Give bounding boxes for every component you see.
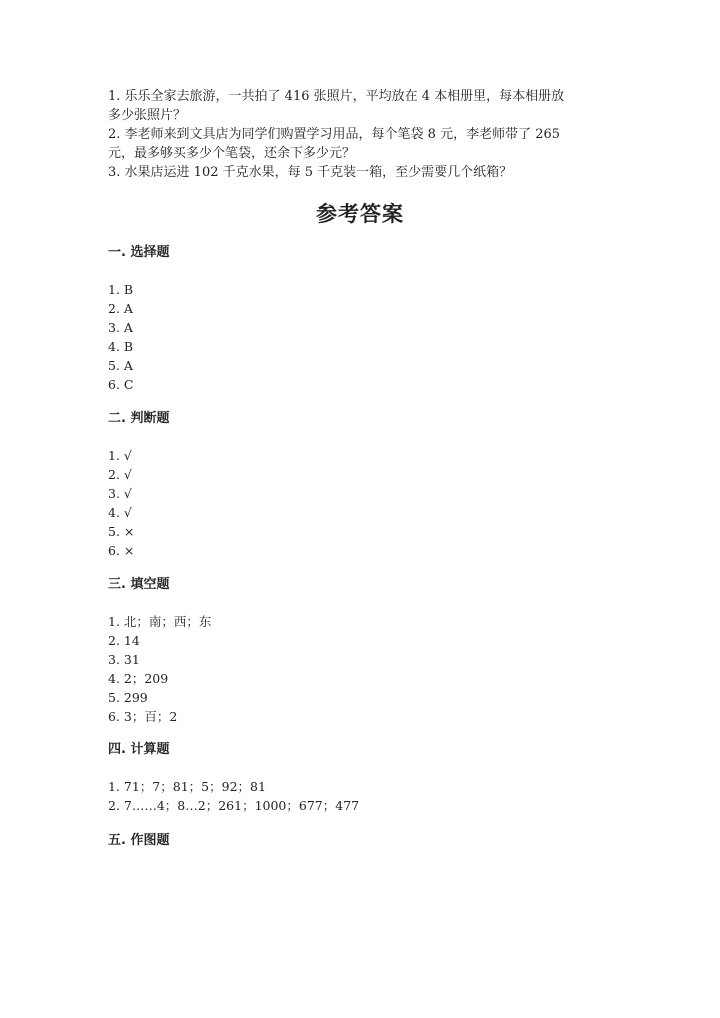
answer-item: 2. 14 <box>108 633 140 648</box>
section-heading: 一. 选择题 <box>108 245 170 260</box>
answer-item: 5. × <box>108 524 135 539</box>
section-heading: 二. 判断题 <box>108 411 170 426</box>
answer-item: 3. √ <box>108 486 132 501</box>
section-fill-in-blank <box>108 576 608 726</box>
answer-item: 5. A <box>108 358 133 373</box>
answer-item: 5. 299 <box>108 690 148 705</box>
section-drawing <box>108 832 608 850</box>
problem-text-line: 3. 水果店运进 102 千克水果，每 5 千克装一箱，至少需要几个纸箱？ <box>108 165 513 180</box>
answer-item: 1. √ <box>108 448 132 463</box>
answer-item: 2. √ <box>108 467 132 482</box>
answer-item: 3. 31 <box>108 652 140 667</box>
problem-text-line: 元，最多够买多少个笔袋，还余下多少元？ <box>108 146 356 161</box>
section-heading: 三. 填空题 <box>108 577 170 592</box>
problem-text-line: 2. 李老师来到文具店为同学们购置学习用品，每个笔袋 8 元，李老师带了 265 <box>108 127 561 142</box>
section-multiple-choice <box>108 244 608 394</box>
answer-item: 6. 3；百；2 <box>108 709 178 724</box>
answer-item: 1. 北；南；西；东 <box>108 614 212 629</box>
answer-item: 6. C <box>108 377 134 392</box>
word-problems <box>108 87 618 182</box>
answer-list <box>108 777 608 815</box>
section-heading: 四. 计算题 <box>108 742 170 757</box>
answer-list <box>108 280 608 394</box>
problem-text-line: 1. 乐乐全家去旅游，一共拍了 416 张照片，平均放在 4 本相册里，每本相册放 <box>108 89 565 104</box>
answer-list <box>108 612 608 726</box>
section-true-false <box>108 410 608 560</box>
answer-key-title: 参考答案 <box>316 202 404 226</box>
answer-item: 6. × <box>108 543 135 558</box>
answer-item: 3. A <box>108 320 133 335</box>
answer-item: 2. 7……4；8…2；261；1000；677；477 <box>108 798 360 813</box>
answer-item: 4. 2；209 <box>108 671 169 686</box>
answer-item: 1. 71；7；81；5；92；81 <box>108 779 266 794</box>
section-heading: 五. 作图题 <box>108 833 170 848</box>
answer-list <box>108 446 608 560</box>
answer-item: 1. B <box>108 282 134 297</box>
answer-item: 4. B <box>108 339 134 354</box>
problem-text-line: 多少张照片？ <box>108 108 187 123</box>
answer-item: 4. √ <box>108 505 132 520</box>
answer-item: 2. A <box>108 301 133 316</box>
section-calculation <box>108 741 608 815</box>
